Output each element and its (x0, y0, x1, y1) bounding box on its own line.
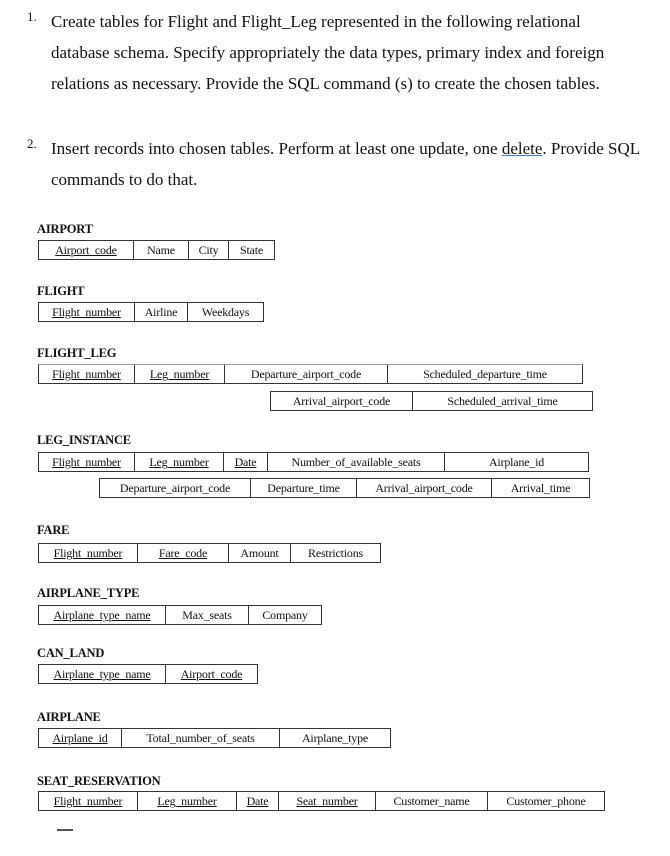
attribute-cell: Number_of_available_seats (267, 453, 444, 471)
relation-leg-instance-row2 (99, 478, 590, 498)
attribute-cell: Airline (134, 303, 187, 321)
relation-name-seat-reservation: SEAT_RESERVATION (37, 774, 161, 788)
attribute-cell: State (228, 241, 274, 259)
attribute-cell: Date (223, 453, 267, 471)
attribute-cell: Airplane_type_name (53, 608, 151, 622)
attribute-cell: Airplane_id (444, 453, 588, 471)
page-footer-mark (57, 829, 73, 831)
attribute-cell: Departure_airport_code (224, 365, 387, 383)
attribute-cell: Customer_name (375, 792, 487, 810)
attribute-cell: Flight_number (53, 546, 123, 560)
attribute-cell: Airport_code (55, 243, 117, 257)
relation-flight-leg-row2 (270, 391, 593, 411)
attribute-cell: Airplane_id (52, 731, 108, 745)
attribute-cell: Amount (228, 544, 290, 562)
question-number: 1. (27, 9, 37, 24)
relation-flight (38, 302, 264, 322)
attribute-cell: Seat_number (278, 792, 375, 810)
attribute-cell: Scheduled_arrival_time (412, 392, 592, 410)
relation-can-land (38, 664, 258, 684)
attribute-cell: Max_seats (165, 606, 248, 624)
attribute-cell: Date (236, 792, 278, 810)
attribute-cell: Arrival_airport_code (292, 394, 391, 408)
relation-seat-reservation (38, 791, 605, 811)
relation-name-fare: FARE (37, 523, 70, 537)
attribute-cell: Arrival_airport_code (356, 479, 491, 497)
relation-airplane-type (38, 605, 322, 625)
question-text: Insert records into chosen tables. Perform at least one update, one delete. Provide SQL commands to do that. (51, 139, 640, 189)
attribute-cell: Flight_number (52, 455, 121, 469)
relation-name-airport: AIRPORT (37, 222, 93, 236)
attribute-cell: Customer_phone (487, 792, 604, 810)
attribute-cell: Fare_code (137, 544, 228, 562)
attribute-cell: Weekdays (187, 303, 263, 321)
attribute-cell: Flight_number (52, 305, 121, 319)
relation-name-flight: FLIGHT (37, 284, 85, 298)
attribute-cell: Flight_number (53, 794, 123, 808)
attribute-cell: Airplane_type (279, 729, 390, 747)
relation-flight-leg-row1 (38, 364, 583, 384)
relation-name-airplane-type: AIRPLANE_TYPE (37, 586, 140, 600)
attribute-cell: Flight_number (52, 367, 121, 381)
attribute-cell: City (188, 241, 228, 259)
attribute-cell: Name (133, 241, 188, 259)
attribute-cell: Arrival_time (491, 479, 589, 497)
relation-name-airplane: AIRPLANE (37, 710, 101, 724)
relation-airplane (38, 728, 391, 748)
attribute-cell: Total_number_of_seats (121, 729, 279, 747)
attribute-cell: Company (248, 606, 321, 624)
relation-name-flight-leg: FLIGHT_LEG (37, 346, 117, 360)
attribute-cell: Scheduled_departure_time (387, 365, 582, 383)
attribute-cell: Leg_number (134, 453, 223, 471)
question-number: 2. (27, 136, 37, 151)
attribute-cell: Departure_airport_code (119, 481, 231, 495)
attribute-cell: Leg_number (134, 365, 224, 383)
relation-airport (38, 240, 275, 260)
attribute-cell: Airplane_type_name (53, 667, 151, 681)
attribute-cell: Airport_code (165, 665, 257, 683)
relation-fare (38, 543, 381, 563)
relation-leg-instance-row1 (38, 452, 589, 472)
attribute-cell: Leg_number (137, 792, 236, 810)
relation-name-can-land: CAN_LAND (37, 646, 105, 660)
question-text: Create tables for Flight and Flight_Leg represented in the following relational database schema. Specify appropriately the data types, primary index and foreign relations as necessary. Provide the SQL command (s) to create the chosen tables. (51, 12, 605, 93)
delete-link[interactable]: delete (501, 139, 543, 158)
attribute-cell: Restrictions (290, 544, 380, 562)
relation-name-leg-instance: LEG_INSTANCE (37, 433, 131, 447)
attribute-cell: Departure_time (250, 479, 356, 497)
